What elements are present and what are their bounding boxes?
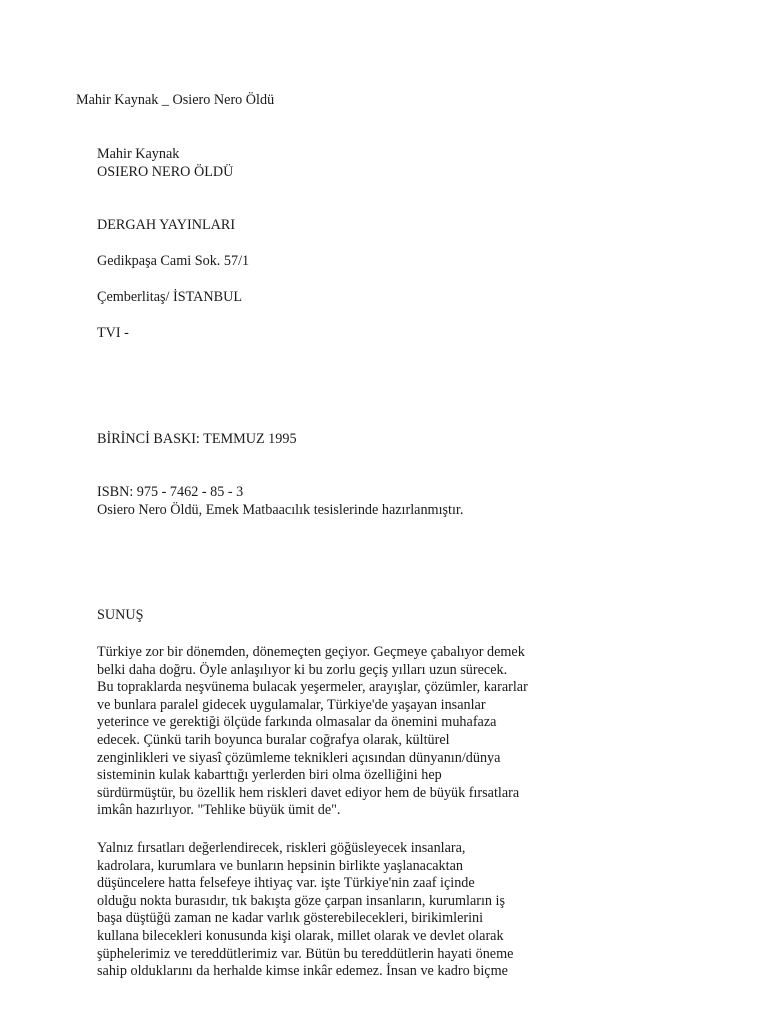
paragraph-line: düşüncelere hatta felsefeye ihtiyaç var. işte Türkiye'nin zaaf içinde bbox=[97, 875, 475, 892]
paragraph-line: Türkiye zor bir dönemden, dönemeçten geçiyor. Geçmeye çabalıyor demek bbox=[97, 644, 525, 660]
paragraph-line: Bu topraklarda neşvünema bulacak yeşermeler, arayışlar, çözümler, kararlar bbox=[97, 679, 528, 696]
paragraph-line: imkân hazırlıyor. "Tehlike büyük ümit de". bbox=[97, 802, 341, 819]
publisher-address-city: Çemberlitaş/ İSTANBUL bbox=[97, 289, 243, 305]
publisher-address-street: Gedikpaşa Cami Sok. 57/1 bbox=[97, 253, 250, 269]
paragraph-line: olduğu nokta burasıdır, tık bakışta göze çarpan insanların, kurumların iş bbox=[97, 892, 506, 909]
book-title: OSIERO NERO ÖLDÜ bbox=[97, 164, 234, 180]
paragraph-line: edecek. Çünkü tarih boyunca buralar coğrafya olarak, kültürel bbox=[97, 731, 450, 748]
paragraph-line: Yalnız fırsatları değerlendirecek, riskleri göğüsleyecek insanlara, bbox=[97, 840, 466, 856]
paragraph-line: kadrolara, kurumlara ve bunların hepsinin birlikte yaşlanacaktan bbox=[97, 857, 463, 874]
paragraph-2 bbox=[97, 840, 577, 981]
author-name: Mahir Kaynak bbox=[97, 146, 180, 162]
paragraph-line: belki daha doğru. Öyle anlaşılıyor ki bu zorlu geçiş yılları uzun sürecek. bbox=[97, 661, 508, 678]
paragraph-line: kullana bilecekleri konusunda kişi olarak, millet olarak ve devlet olarak bbox=[97, 927, 504, 944]
paragraph-line: şüphelerimiz ve tereddütlerimiz var. Bütün bu tereddütlerin hayati öneme bbox=[97, 945, 514, 962]
tvi-line: TVI - bbox=[97, 325, 129, 341]
paragraph-line: ve bunlara paralel gidecek uygulamalar, Türkiye'de yaşayan insanlar bbox=[97, 696, 486, 713]
paragraph-line: başa düştüğü zaman ne kadar varlık gösterebilecekleri, birikimlerini bbox=[97, 910, 484, 927]
document-header-title: Mahir Kaynak _ Osiero Nero Öldü bbox=[76, 92, 275, 108]
paragraph-line: zenginlikleri ve siyasî çözümleme teknikleri açısından dünyanın/dünya bbox=[97, 749, 501, 766]
paragraph-line: sürdürmüştür, bu özellik hem riskleri davet ediyor hem de büyük fırsatlara bbox=[97, 784, 520, 801]
printer-note: Osiero Nero Öldü, Emek Matbaacılık tesislerinde hazırlanmıştır. bbox=[97, 502, 464, 518]
paragraph-line: sahip olduklarını da herhalde kimse inkâr edemez. İnsan ve kadro biçme bbox=[97, 963, 508, 980]
paragraph-line: sisteminin kulak kabarttığı yerlerden biri olma özelliğini hep bbox=[97, 767, 442, 784]
publisher-name: DERGAH YAYINLARI bbox=[97, 217, 236, 233]
paragraph-1 bbox=[97, 644, 577, 820]
isbn-line: ISBN: 975 - 7462 - 85 - 3 bbox=[97, 484, 244, 500]
section-heading-sunus: SUNUŞ bbox=[97, 607, 144, 623]
paragraph-line: yeterince ve gerektiği ölçüde farkında olmasalar da önemini muhafaza bbox=[97, 714, 497, 731]
edition-line: BİRİNCİ BASKI: TEMMUZ 1995 bbox=[97, 431, 297, 447]
